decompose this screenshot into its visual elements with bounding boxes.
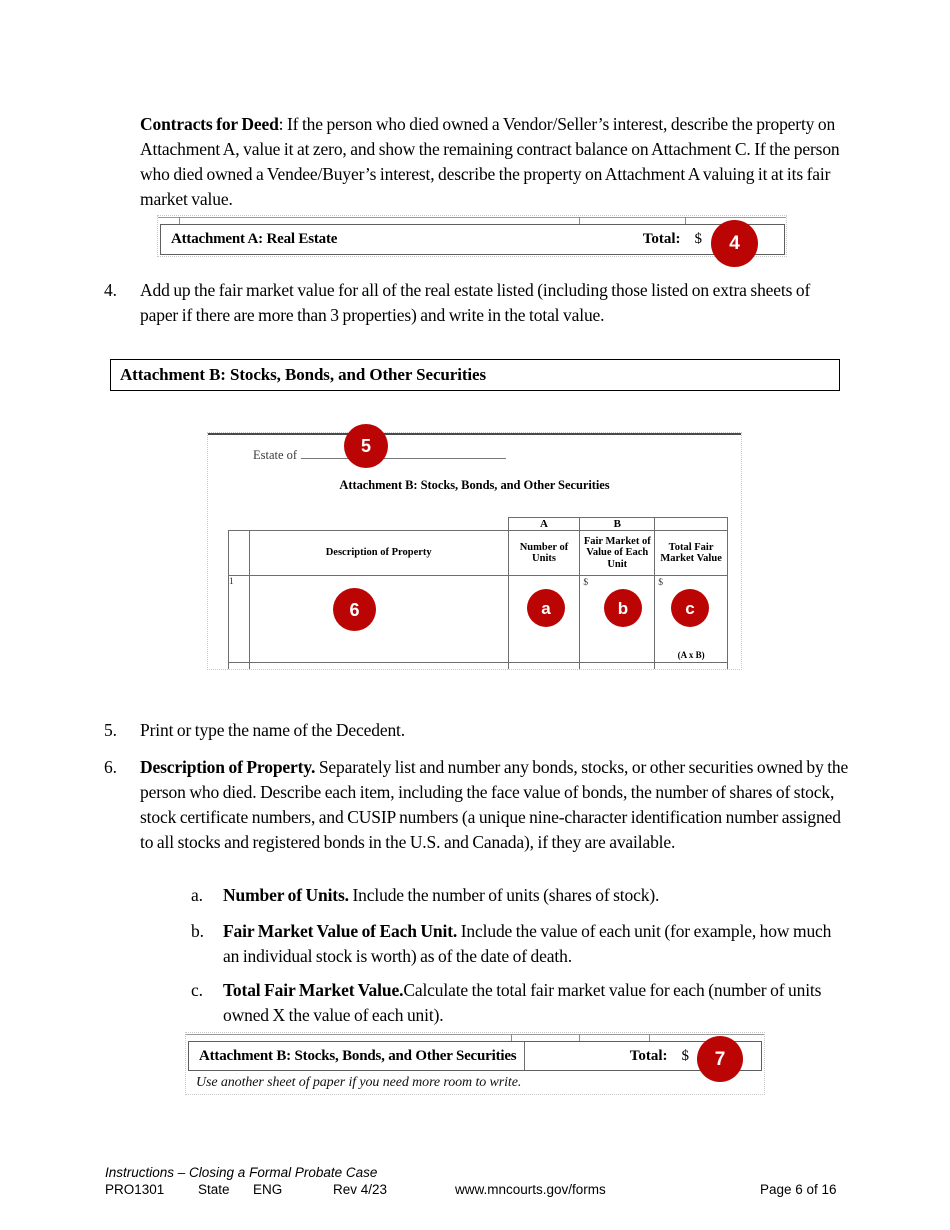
instruction-item-5-marker: 5. (104, 720, 117, 740)
instruction-item-6-text: Separately list and number any bonds, stocks, or other securities owned by the person who died. Describe each item, including the face value of bonds, the number of shares of stock, stock certificate numbers, and CUSIP numbers (a unique nine-character identification number assigned to all stocks and registered bonds in the U.S. and Canada), if they are available. (140, 757, 849, 852)
attachment-a-total-bar (160, 224, 785, 255)
instruction-item-6a-text-wrap (223, 883, 851, 908)
instruction-item-6b-text: Include the value of each unit (for example, how much an individual stock is worth) as of the date of death. (223, 921, 832, 966)
footer-page-number: Page 6 of 16 (760, 1182, 837, 1197)
callout-badge-5: 5 (344, 424, 388, 468)
estate-of-input[interactable] (301, 446, 506, 459)
instruction-item-6a-lead: Number of Units. (223, 885, 349, 905)
section-header-title: Attachment B: Stocks, Bonds, and Other Securities (120, 365, 486, 384)
attachment-b-currency: $ (681, 1047, 689, 1064)
header-total-fair-market-value: Total Fair Market Value (655, 531, 728, 576)
attachment-b-form-preview-clip (207, 432, 742, 670)
footer-language: ENG (253, 1182, 283, 1197)
row-2-units-cell[interactable] (508, 663, 580, 671)
header-number-of-units: Number of Units (508, 531, 580, 576)
contracts-for-deed-paragraph (140, 112, 840, 212)
attachment-a-label: Attachment A: Real Estate (171, 231, 338, 247)
instruction-item-6c-marker: c. (191, 980, 203, 1000)
row-2-total-value-cell[interactable] (655, 663, 728, 671)
column-letter-b: B (580, 518, 655, 531)
instruction-item-6b-marker: b. (191, 921, 204, 941)
instruction-item-6b (191, 919, 851, 969)
callout-badge-6: 6 (333, 588, 376, 631)
contracts-for-deed-text: : If the person who died owned a Vendor/Seller’s interest, describe the property on Attachment A, value it at zero, and show the remaining contract balance on Attachment C. If the person who died owned a Vendee/Buyer’s interest, describe the property on Attachment A valuing it at its fair market value. (140, 114, 840, 209)
section-header-attachment-b (110, 359, 840, 391)
table-row (229, 576, 728, 663)
attachment-b-divider-stub-2 (579, 1034, 580, 1041)
instruction-item-6 (104, 755, 849, 855)
footer-scope: State (198, 1182, 230, 1197)
callout-badge-b: b (604, 589, 642, 627)
table-row-letters (229, 518, 728, 531)
attachment-a-top-hairline (158, 217, 786, 218)
row-1-total-value-currency: $ (658, 578, 663, 588)
attachment-a-currency: $ (694, 231, 702, 247)
attachment-b-total-bar (188, 1041, 762, 1071)
header-rownum-cell (229, 531, 250, 576)
row-2-unit-value-cell[interactable] (580, 663, 655, 671)
instruction-item-6-lead: Description of Property. (140, 757, 316, 777)
attachment-b-top-hairline (186, 1034, 764, 1035)
callout-badge-a: a (527, 589, 565, 627)
column-letter-a: A (508, 518, 580, 531)
footer-url[interactable]: www.mncourts.gov/forms (455, 1182, 606, 1197)
column-divider-stub-1 (179, 217, 180, 224)
row-1-formula-label: (A x B) (677, 650, 705, 660)
instruction-item-6c-lead: Total Fair Market Value. (223, 980, 404, 1000)
instruction-item-6c-text: Calculate the total fair market value for each (number of units owned X the value of each unit). (223, 980, 822, 1025)
attachment-b-total-label: Total: (629, 1047, 668, 1064)
footer-form-number: PRO1301 (105, 1182, 165, 1197)
form-preview-top-rule (208, 433, 741, 435)
instruction-item-4 (104, 278, 844, 328)
attachment-b-label: Attachment B: Stocks, Bonds, and Other Securities (199, 1047, 517, 1064)
attachment-b-spacer (524, 1042, 629, 1070)
form-preview-title: Attachment B: Stocks, Bonds, and Other Securities (339, 478, 610, 492)
instruction-item-6b-text-wrap (223, 919, 851, 969)
instruction-item-6b-lead: Fair Market Value of Each Unit. (223, 921, 458, 941)
attachment-b-note: Use another sheet of paper if you need more room to write. (196, 1075, 522, 1090)
contracts-for-deed-lead: Contracts for Deed (140, 114, 279, 134)
row-2-number (229, 663, 250, 671)
attachment-b-table (228, 517, 728, 670)
instruction-item-6-text-wrap (140, 755, 849, 855)
instruction-item-6c (191, 978, 851, 1028)
instruction-item-6a-marker: a. (191, 885, 203, 905)
column-letter-c (655, 518, 728, 531)
attachment-b-divider-stub-1 (511, 1034, 512, 1041)
column-divider-stub-3 (685, 217, 686, 224)
table-row-partial (229, 663, 728, 671)
instruction-item-6-marker: 6. (104, 757, 117, 777)
attachment-b-divider-stub-3 (649, 1034, 650, 1041)
row-1-unit-value-currency: $ (583, 578, 589, 588)
instruction-item-5-text: Print or type the name of the Decedent. (140, 720, 405, 740)
instruction-item-4-text: Add up the fair market value for all of the real estate listed (including those listed on extra sheets of paper if there are more than 3 properties) and write in the total value. (140, 280, 811, 325)
letter-spacer-description (249, 518, 508, 531)
row-1-description-cell[interactable] (249, 576, 508, 663)
table-row-headers (229, 531, 728, 576)
header-description-of-property: Description of Property (249, 531, 508, 576)
instruction-item-6a-text: Include the number of units (shares of stock). (348, 885, 660, 905)
row-2-description-cell[interactable] (249, 663, 508, 671)
letter-spacer-rownum (229, 518, 250, 531)
attachment-a-total-label: Total: (642, 231, 681, 247)
instruction-item-6a (191, 883, 851, 908)
attachment-a-total-clip (157, 215, 787, 257)
instruction-item-4-marker: 4. (104, 280, 117, 300)
header-fair-market-value-each-unit: Fair Market of Value of Each Unit (580, 531, 655, 576)
attachment-b-total-clip (185, 1032, 765, 1095)
callout-badge-7: 7 (697, 1036, 743, 1082)
footer-title: Instructions – Closing a Formal Probate Case (105, 1165, 378, 1180)
footer-revision: Rev 4/23 (333, 1182, 388, 1197)
callout-badge-4: 4 (711, 220, 758, 267)
instruction-item-5 (104, 718, 844, 743)
row-1-number: 1 (229, 576, 250, 663)
callout-badge-c: c (671, 589, 709, 627)
instruction-item-6c-text-wrap (223, 978, 851, 1028)
estate-of-label: Estate of (253, 448, 298, 462)
column-divider-stub-2 (579, 217, 580, 224)
